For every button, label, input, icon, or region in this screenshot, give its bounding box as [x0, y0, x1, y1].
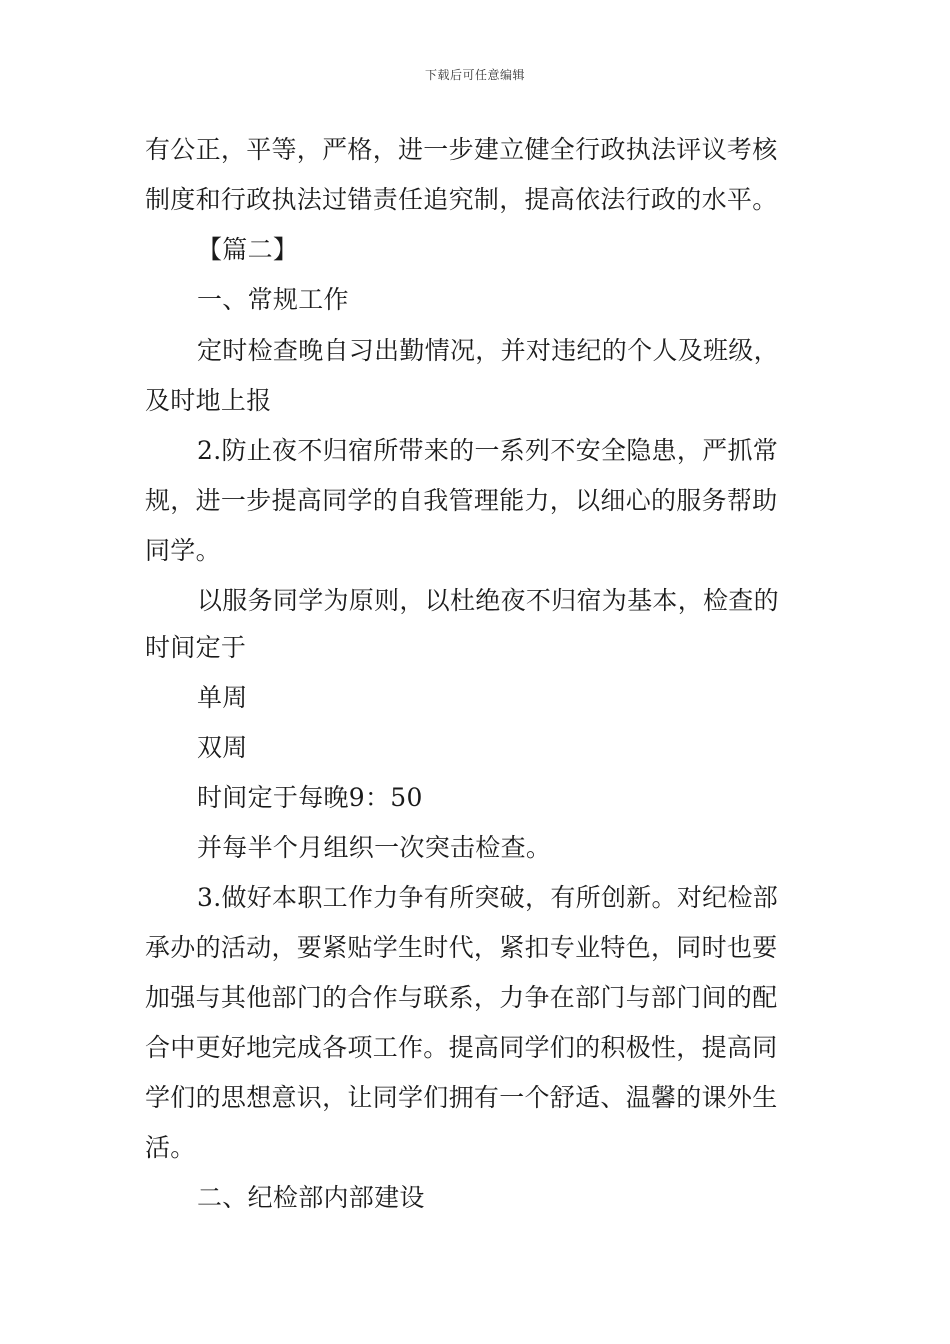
paragraph-line: 同学。: [145, 536, 221, 565]
paragraph-line: 有公正，平等，严格，进一步建立健全行政执法评议考核: [145, 135, 778, 164]
paragraph-line: 双周: [197, 733, 248, 762]
section-heading: 一、常规工作: [197, 285, 349, 314]
paragraph-line: 加强与其他部门的合作与联系，力争在部门与部门间的配: [145, 983, 778, 1012]
paragraph-line: 学们的思想意识，让同学们拥有一个舒适、温馨的课外生: [145, 1083, 778, 1112]
paragraph-line: 定时检查晚自习出勤情况，并对违纪的个人及班级，: [197, 336, 779, 365]
paragraph-line: 合中更好地完成各项工作。提高同学们的积极性，提高同: [145, 1033, 778, 1062]
paragraph-line: 承办的活动，要紧贴学生时代，紧扣专业特色，同时也要: [145, 933, 778, 962]
page-header: 下载后可任意编辑: [424, 68, 525, 82]
paragraph-line: 以服务同学为原则，以杜绝夜不归宿为基本，检查的: [197, 586, 779, 615]
paragraph-line: 活。: [145, 1133, 196, 1162]
paragraph-line: 并每半个月组织一次突击检查。: [197, 833, 552, 862]
paragraph-line: 时间定于: [145, 633, 247, 662]
paragraph-line: 时间定于每晚9：50: [197, 783, 423, 812]
paragraph-line: 制度和行政执法过错责任追究制，提高依法行政的水平。: [145, 185, 778, 214]
paragraph-line: 3.做好本职工作力争有所突破，有所创新。对纪检部: [197, 883, 779, 912]
paragraph-line: 规，进一步提高同学的自我管理能力，以细心的服务帮助: [145, 486, 778, 515]
paragraph-line: 单周: [197, 683, 248, 712]
section-heading: 【篇二】: [197, 235, 299, 264]
section-heading: 二、纪检部内部建设: [197, 1183, 425, 1212]
paragraph-line: 2.防止夜不归宿所带来的一系列不安全隐患，严抓常: [197, 436, 779, 465]
paragraph-line: 及时地上报: [145, 386, 272, 415]
